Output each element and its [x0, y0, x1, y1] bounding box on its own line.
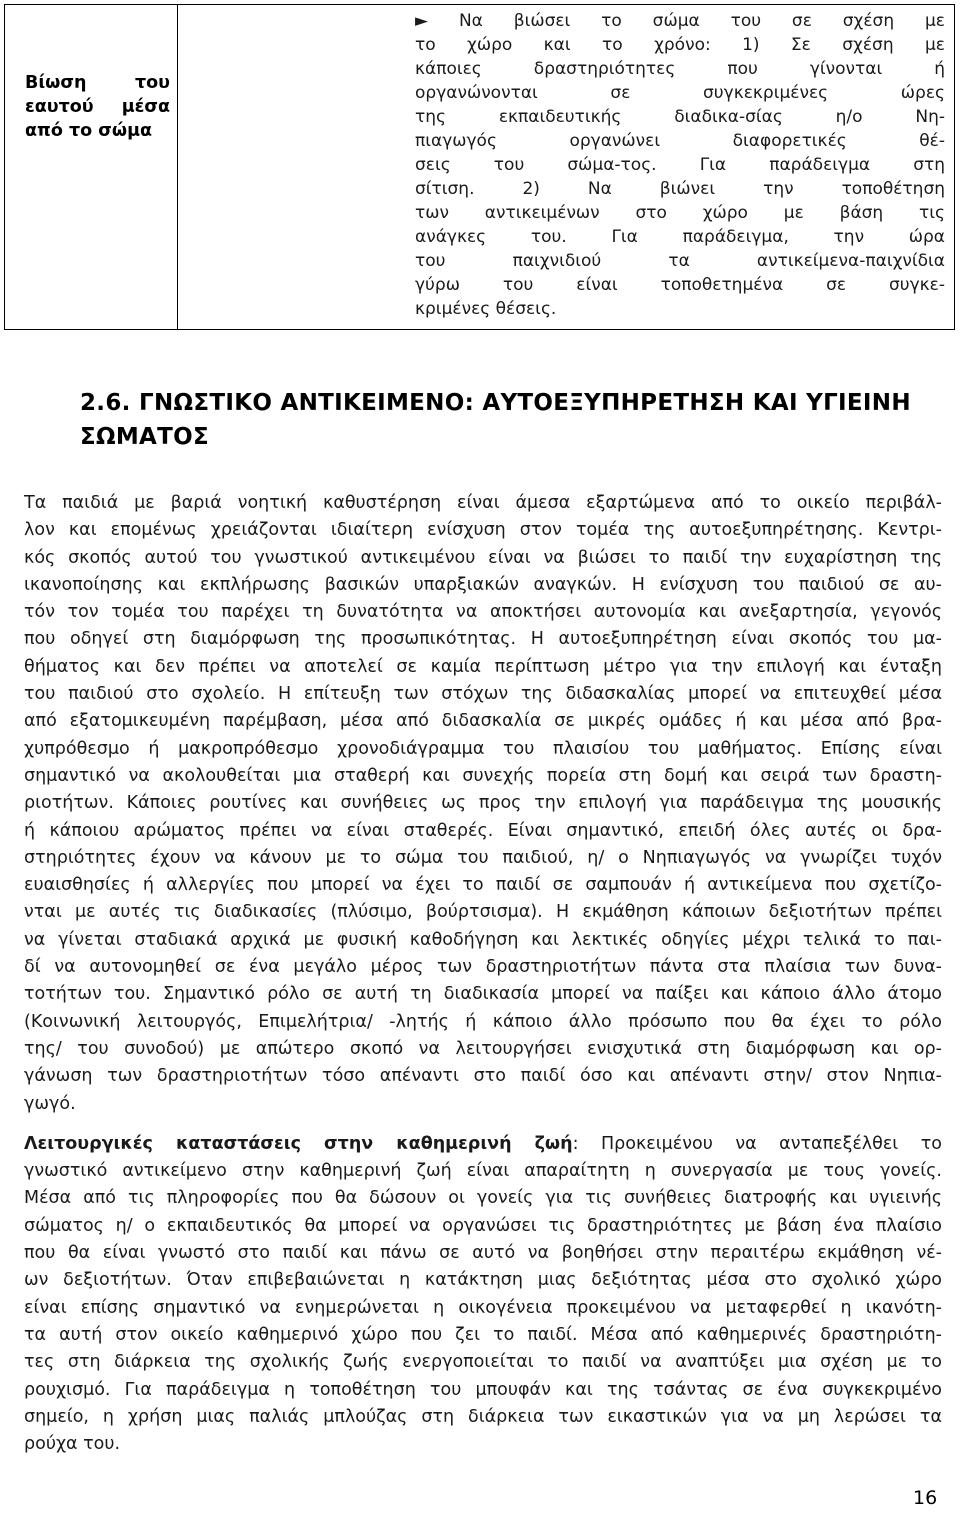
paragraph-line: τες στη διάρκεια της σχολικής ζωής ενεργοποιείται το παιδί να αναπτύξει μια σχέση με το — [24, 1352, 942, 1373]
paragraph-line: της/ του συνοδού) με απώτερο σκοπό να λειτουργήσει ενισχυτικά στη διαμόρφωση και ορ- — [24, 1038, 942, 1059]
paragraph-line: κός σκοπός αυτού του γνωστικού αντικειμένου είναι να βιώσει το παιδί την ευχαρίστηση της — [24, 547, 942, 568]
right-cell-line: της εκπαιδευτικής διαδικα-σίας η/ο Νη- — [415, 107, 945, 127]
objectives-table — [4, 4, 955, 330]
right-cell-line: οργανώνονται σε συγκεκριμένες ώρες — [415, 83, 945, 103]
right-cell-line: του παιχνιδιού τα αντικείμενα-παιχνίδια — [415, 251, 945, 271]
paragraph-line: (Κοινωνική λειτουργός, Επιμελήτρια/ -λητής ή κάποιο άλλο πρόσωπο που θα έχει το ρόλο — [24, 1011, 942, 1032]
paragraph-lead-line — [24, 1131, 942, 1158]
paragraph-line: δί να αυτονομηθεί σε ένα μεγάλο μέρος των δραστηριοτήτων πάντα στα πλαίσια των δυνα- — [24, 957, 942, 978]
paragraph-line: να γίνεται σταδιακά αρχικά με φυσική καθοδήγηση και λεκτικές οδηγίες μέχρι τελικά το παι- — [24, 929, 942, 950]
paragraph-line: ριοτήτων. Κάποιες ρουτίνες και συνήθειες ως προς την επιλογή για παράδειγμα της μουσικής — [24, 793, 942, 814]
paragraph-line: που θα είναι γνωστό στο παιδί και πάνω σε αυτό να βοηθήσει στην περαιτέρω εκμάθηση νέ- — [24, 1243, 942, 1264]
paragraph-line: λον και επομένως χρειάζονται ιδιαίτερη ενίσχυση στον τομέα της αυτοεξυπηρέτησης. Κεντρι- — [24, 520, 942, 541]
left-label-word-4: μέσα — [121, 97, 170, 117]
paragraph-line: γνωστικό αντικείμενο στην καθημερινή ζωή είναι απαραίτητη η συνεργασία με τους γονείς. — [24, 1161, 942, 1182]
paragraph-line: σώματος η/ ο εκπαιδευτικός θα μπορεί να οργανώσει τις δραστηριότητες με βάση ένα πλαίσιο — [24, 1215, 942, 1236]
paragraph-line: είναι επίσης σημαντικό να ενημερώνεται η οικογένεια προκειμένου να μεταφερθεί η ικανότη- — [24, 1297, 942, 1318]
left-label-word-2: του — [134, 73, 170, 93]
right-cell-line: ανάγκες του. Για παράδειγμα, την ώρα — [415, 227, 945, 247]
right-cell-line: ► Να βιώσει το σώμα του σε σχέση με — [415, 11, 945, 31]
paragraph-line: ευαισθησίες ή αλλεργίες που μπορεί να έχει το παιδί σε σαμπουάν ή αντικείμενα που σχετίζο- — [24, 875, 942, 896]
paragraph-line: που οδηγεί στη διαμόρφωση της προσωπικότητας. Η αυτοεξυπηρέτηση είναι σκοπός του μα- — [24, 629, 942, 650]
left-cell-label — [25, 71, 173, 143]
paragraph-line: γωγό. — [24, 1093, 76, 1114]
paragraph-lead-bold: Λειτουργικές καταστάσεις στην καθημερινή ζωή — [24, 1133, 573, 1154]
paragraph-line: σημείο, η χρήση μιας παλιάς μπλούζας στη διάρκεια των εικαστικών για να μη λερώσει τα — [24, 1406, 942, 1427]
paragraph-line: γάνωση των δραστηριοτήτων τόσο απέναντι στο παιδί όσο και απέναντι στην/ στον Νηπια- — [24, 1066, 942, 1087]
paragraph-line: σημαντικό να ακολουθείται μια σταθερή και συνεχής πορεία στη δομή και σειρά των δραστη- — [24, 765, 942, 786]
paragraph-line: τοτήτων του. Σημαντικό ρόλο σε αυτή τη διαδικασία μπορεί να παίξει και κάποιο άλλο άτομο — [24, 984, 942, 1005]
paragraph-line: τα αυτή στον οικείο καθημερινό χώρο που ζει το παιδί. Μέσα από καθημερινές δραστηριότη- — [24, 1324, 942, 1345]
table-right-cell — [415, 9, 945, 321]
right-cell-line: το χώρο και το χρόνο: 1) Σε σχέση με — [415, 35, 945, 55]
paragraph-line: του παιδιού στο σχολείο. Η επίτευξη των στόχων της διδασκαλίας μπορεί να επιτευχθεί μέσα — [24, 684, 942, 705]
paragraph-line: ων δεξιοτήτων. Όταν επιβεβαιώνεται η κατάκτηση μιας δεξιότητας μέσα στο σχολικό χώρο — [24, 1270, 942, 1291]
right-cell-line: κριμένες θέσεις. — [415, 299, 557, 319]
paragraph-line: τόν τον τομέα του παρέχει τη δυνατότητα να αποκτήσει αυτονομία και ανεξαρτησία, γεγονός — [24, 602, 942, 623]
table-left-cell — [5, 5, 178, 329]
section-heading — [80, 386, 942, 454]
body-text — [24, 490, 942, 1458]
paragraph-line: στηριότητες έχουν να κάνουν με το σώμα του παιδιού, η/ ο Νηπιαγωγός να γνωρίζει τυχόν — [24, 847, 942, 868]
left-label-word-1: Βίωση — [25, 73, 87, 93]
paragraph-line: θήματος και δεν πρέπει να αποτελεί σε καμία περίπτωση μέτρο για την επιλογή και ένταξη — [24, 656, 942, 677]
left-label-line-1 — [25, 71, 170, 95]
paragraph-1 — [24, 490, 942, 1118]
paragraph-line: ικανοποίησης και εκπλήρωσης βασικών υπαρξιακών αναγκών. Η ενίσχυση του παιδιού σε αυ- — [24, 574, 942, 595]
page-number: 16 — [913, 1487, 938, 1509]
right-cell-line: γύρω του είναι τοποθετημένα σε συγκε- — [415, 275, 945, 295]
paragraph-line: Μέσα από τις πληροφορίες που θα δώσουν οι γονείς για τις συνήθειες διατροφής και υγιεινής — [24, 1188, 942, 1209]
paragraph-line: ρούχα του. — [24, 1434, 121, 1455]
paragraph-line: Τα παιδιά με βαριά νοητική καθυστέρηση είναι άμεσα εξαρτώμενα από το οικείο περιβάλ- — [24, 493, 942, 513]
paragraph-line: ή κάποιου αρώματος πρέπει να είναι σταθερές. Είναι σημαντικό, επειδή όλες αυτές οι δρα- — [24, 820, 942, 841]
right-cell-line: σίτιση. 2) Να βιώνει την τοποθέτηση — [415, 179, 945, 199]
paragraph-line: ρουχισμό. Για παράδειγμα η τοποθέτηση του μπουφάν και της τσάντας σε ένα συγκεκριμένο — [24, 1379, 942, 1400]
heading-line-1: 2.6. ΓΝΩΣΤΙΚΟ ΑΝΤΙΚΕΙΜΕΝΟ: ΑΥΤΟΕΞΥΠΗΡΕΤΗΣΗ ΚΑΙ ΥΓΙΕΙΝΗ — [80, 390, 911, 416]
paragraph-line: από εξατομικευμένη παρέμβαση, μέσα από διδασκαλία σε μικρές ομάδες ή και μέσα από βρα- — [24, 711, 942, 732]
right-cell-line: σεις του σώμα-τος. Για παράδειγμα στη — [415, 155, 945, 175]
left-label-line-2 — [25, 95, 170, 119]
right-cell-line: πιαγωγός οργανώνει διαφορετικές θέ- — [415, 131, 945, 151]
right-cell-line: κάποιες δραστηριότητες που γίνονται ή — [415, 59, 945, 79]
heading-line-2: ΣΩΜΑΤΟΣ — [80, 424, 210, 450]
right-cell-line: των αντικειμένων στο χώρο με βάση τις — [415, 203, 945, 223]
left-label-word-3: εαυτού — [25, 97, 94, 117]
paragraph-line: χυπρόθεσμο ή μακροπρόθεσμο χρονοδιάγραμμα του πλαισίου του μαθήματος. Επίσης είναι — [24, 738, 942, 759]
paragraph-line: νται με αυτές τις διαδικασίες (πλύσιμο, βούρτσισμα). Η εκμάθηση κάποιων δεξιοτήτων πρέπει — [24, 902, 942, 923]
paragraph-2 — [24, 1131, 942, 1459]
left-label-line-3: από το σώμα — [25, 121, 153, 141]
paragraph-lead-rest: : Προκειμένου να ανταπεξέλθει το — [572, 1133, 942, 1154]
